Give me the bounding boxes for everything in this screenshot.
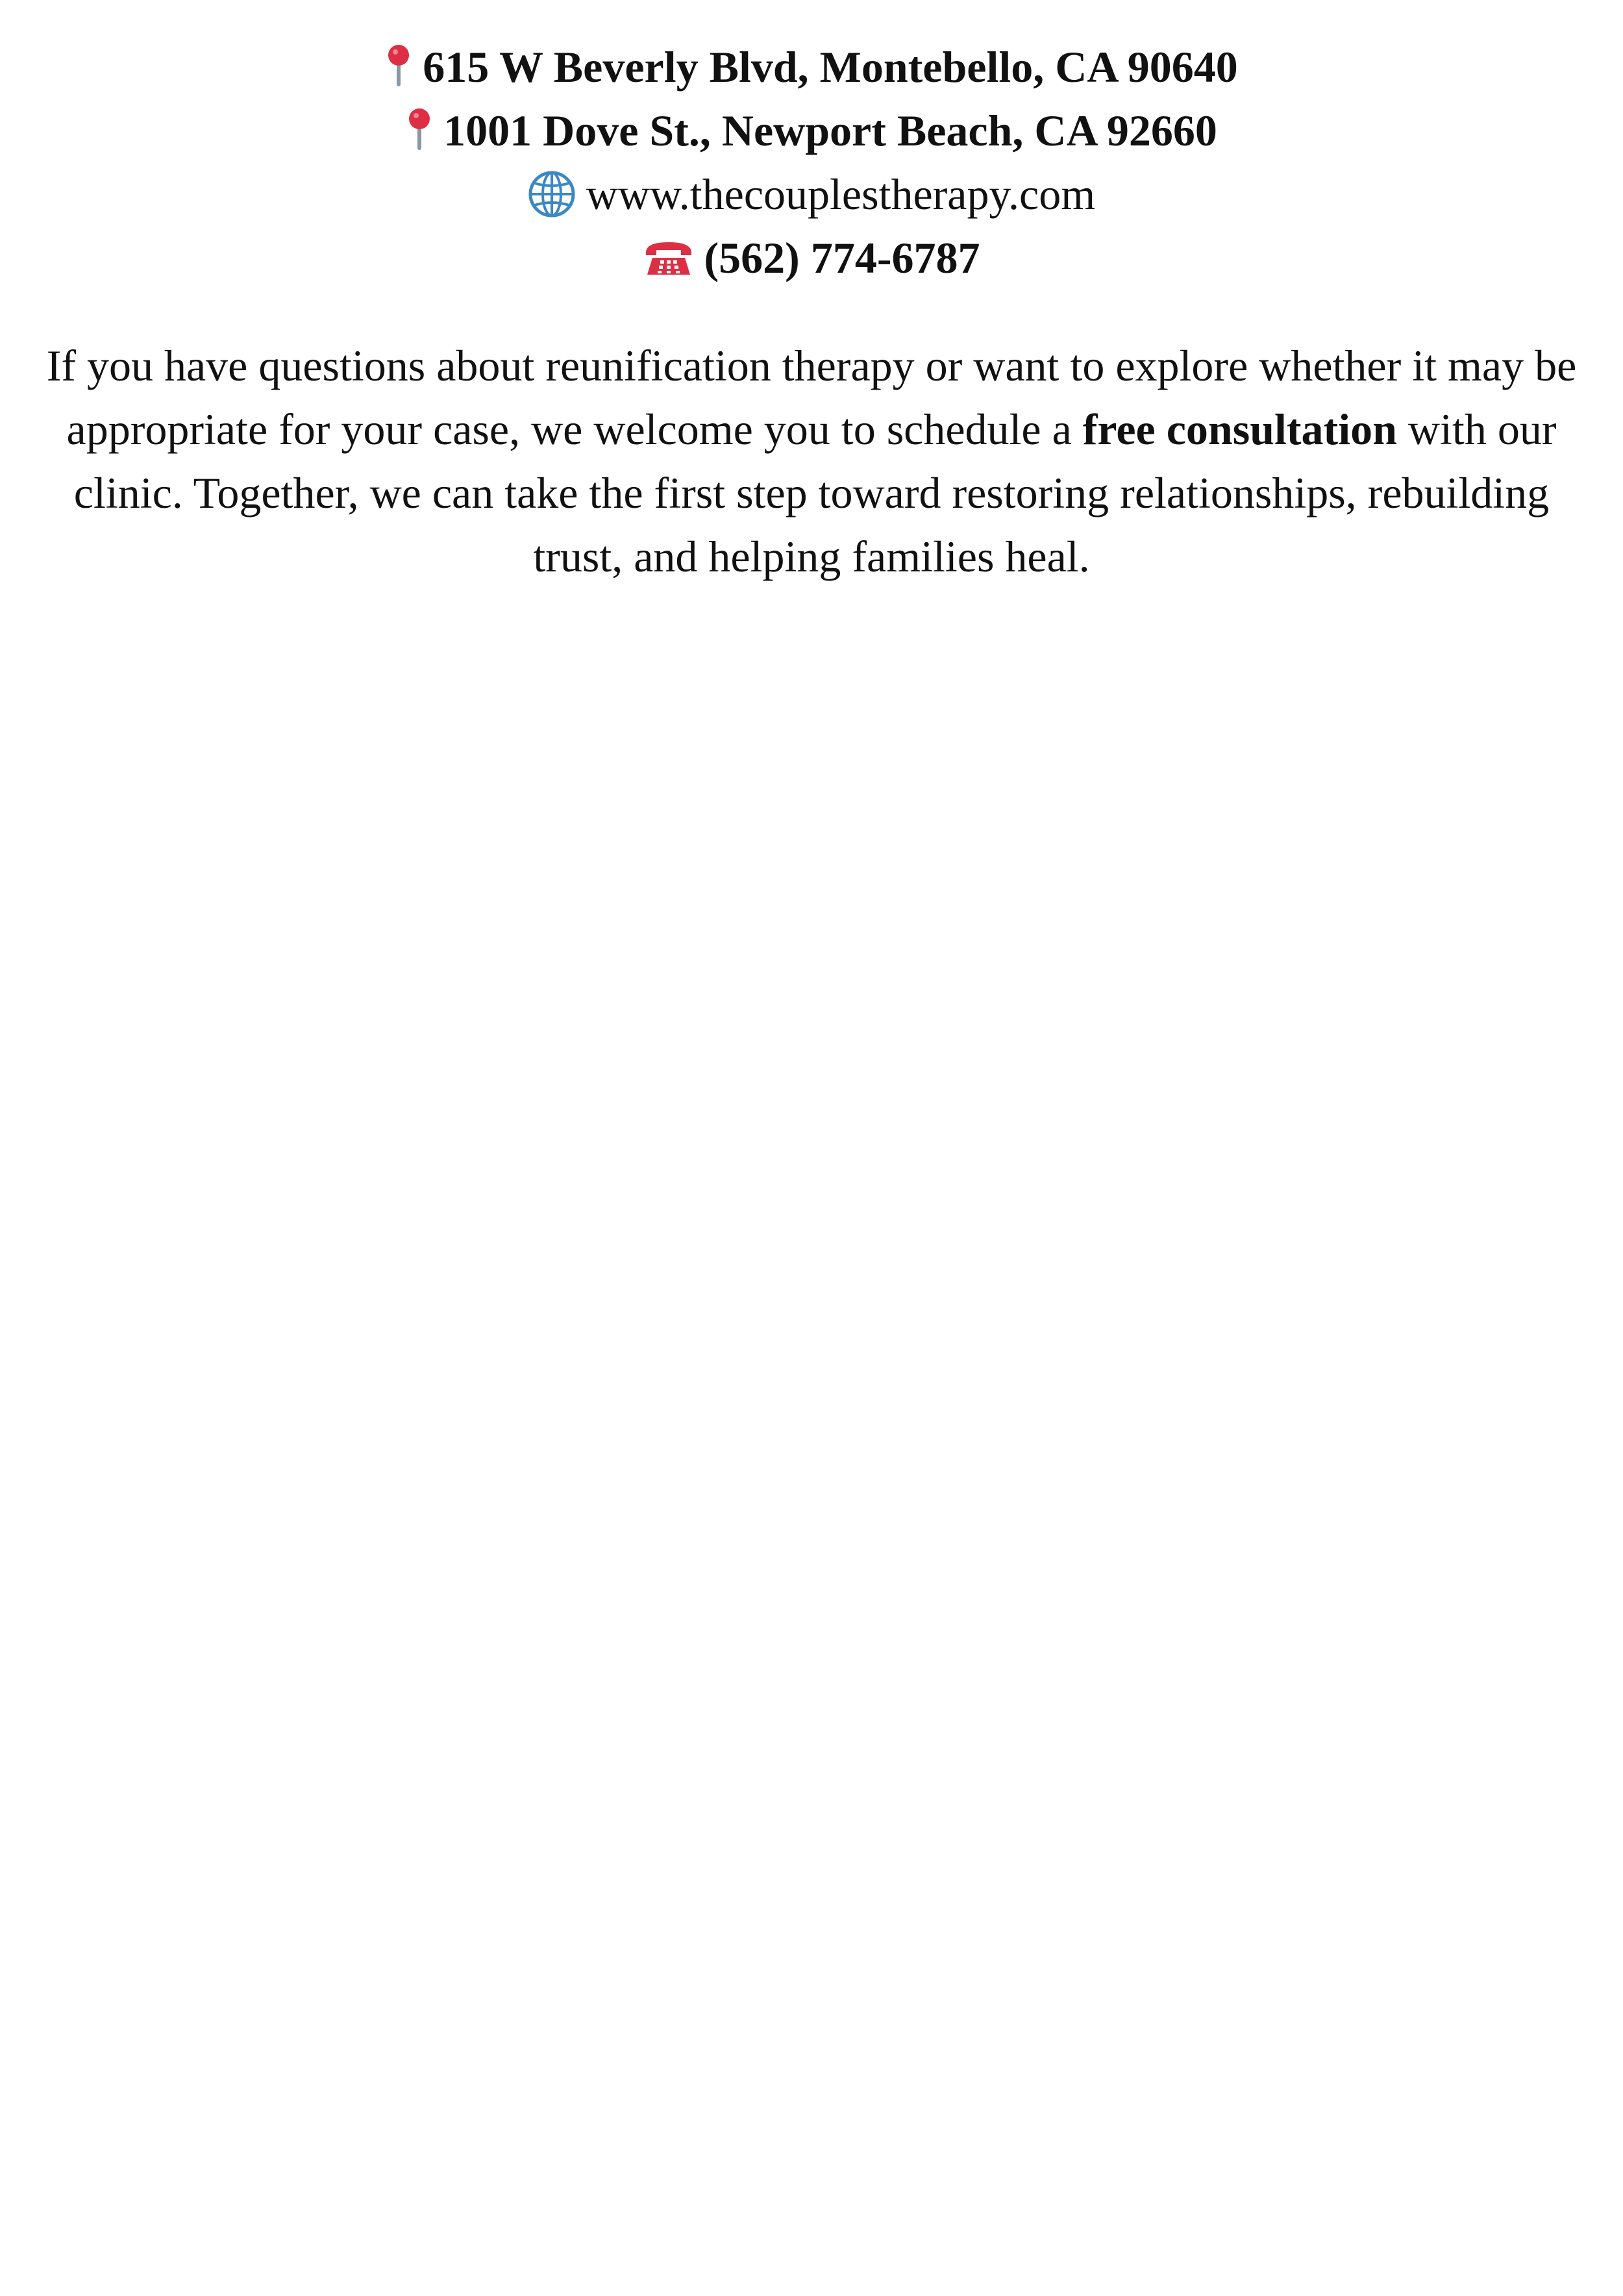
paragraph-text-start: If you have questions about reunification therapy or want to explore whether it may be appropriate for your case, we welcome you to schedule a <box>46 341 1577 454</box>
telephone-icon <box>643 238 694 277</box>
website-line <box>0 162 1623 226</box>
free-consultation-emphasis: free consultation <box>1082 405 1397 454</box>
globe-icon <box>528 170 576 218</box>
map-pin-icon <box>385 44 412 90</box>
phone-number[interactable]: (562) 774-6787 <box>704 233 980 282</box>
map-pin-icon <box>406 107 433 154</box>
paragraph-text-end: with our clinic. Together, we can take the first step toward restoring relationships, rebuilding trust, and helping families heal. <box>73 405 1557 581</box>
website-link[interactable]: www.thecouplestherapy.com <box>586 169 1096 219</box>
address-newport-beach: 1001 Dove St., Newport Beach, CA 92660 <box>443 106 1217 155</box>
address-line-montebello <box>0 35 1623 99</box>
contact-info <box>0 35 1623 290</box>
phone-line <box>0 226 1623 290</box>
address-montebello: 615 W Beverly Blvd, Montebello, CA 90640 <box>423 42 1238 92</box>
consultation-paragraph <box>45 334 1578 588</box>
address-line-newport-beach <box>0 99 1623 162</box>
